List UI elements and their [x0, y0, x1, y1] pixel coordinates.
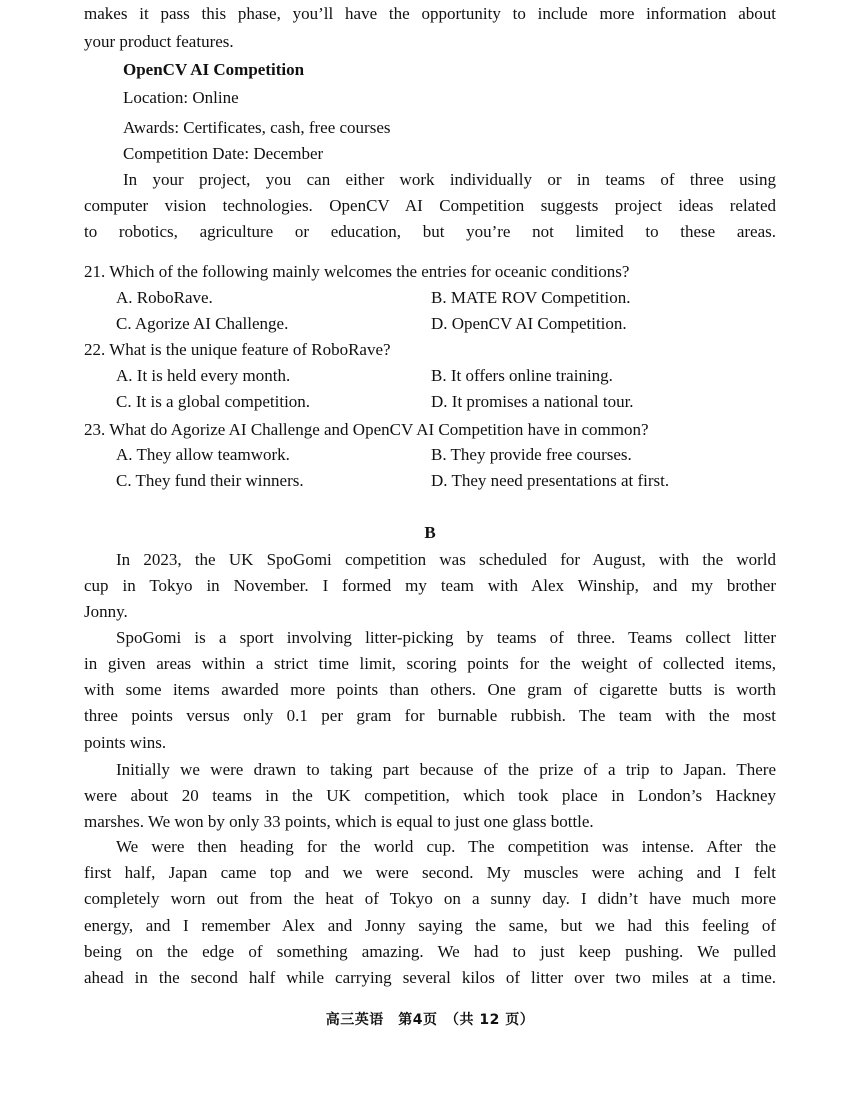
answer-option: B. MATE ROV Competition. [431, 288, 631, 307]
answer-option: D. They need presentations at first. [431, 471, 670, 490]
competition-location: Location: Online [123, 88, 239, 107]
question-stem: 22. What is the unique feature of RoboRave? [84, 340, 391, 359]
answer-option: C. It is a global competition. [116, 392, 311, 411]
question-stem: 23. What do Agorize AI Challenge and OpenCV AI Competition have in common? [84, 420, 649, 439]
passage-b-line: completely worn out from the heat of Tokyo on a sunny day. I didn’t have much more [84, 889, 776, 908]
answer-option: A. RoboRave. [116, 288, 213, 307]
passage-b-line: ahead in the second half while carrying several kilos of litter over two miles at a time. [84, 968, 776, 987]
passage-b-line: energy, and I remember Alex and Jonny saying the same, but we had this feeling of [84, 916, 776, 935]
passage-b-line: in given areas within a strict time limit, scoring points for the weight of collected items, [84, 654, 776, 673]
answer-option: A. They allow teamwork. [116, 445, 290, 464]
passage-b-line: SpoGomi is a sport involving litter-picking by teams of three. Teams collect litter [116, 628, 776, 647]
passage-b-line: We were then heading for the world cup. The competition was intense. After the [116, 837, 776, 856]
answer-option: C. They fund their winners. [116, 471, 304, 490]
passage-b-line: were about 20 teams in the UK competition, which took place in London’s Hackney [84, 786, 776, 805]
passage-b-line: first half, Japan came top and we were second. My muscles were aching and I felt [84, 863, 776, 882]
page-footer: 高三英语 第4页 （共 12 页） [325, 1012, 535, 1028]
answer-option: B. They provide free courses. [431, 445, 632, 464]
answer-option: C. Agorize AI Challenge. [116, 314, 289, 333]
competition-desc-line: In your project, you can either work individually or in teams of three using [123, 170, 776, 189]
section-heading: B [424, 523, 436, 542]
competition-desc-line: computer vision technologies. OpenCV AI Competition suggests project ideas related [84, 196, 776, 215]
passage-a-line: your product features. [84, 32, 234, 51]
passage-b-line: three points versus only 0.1 per gram for burnable rubbish. The team with the most [84, 706, 776, 725]
passage-b-line: cup in Tokyo in November. I formed my team with Alex Winship, and my brother [84, 576, 776, 595]
answer-option: B. It offers online training. [431, 366, 613, 385]
passage-b-line: Jonny. [84, 602, 128, 621]
answer-option: D. It promises a national tour. [431, 392, 634, 411]
passage-a-line: makes it pass this phase, you’ll have the opportunity to include more information about [84, 4, 776, 23]
competition-title: OpenCV AI Competition [123, 60, 305, 79]
passage-b-line: points wins. [84, 733, 167, 752]
answer-option: D. OpenCV AI Competition. [431, 314, 627, 333]
passage-b-line: Initially we were drawn to taking part because of the prize of a trip to Japan. There [116, 760, 776, 779]
competition-date: Competition Date: December [123, 144, 324, 163]
passage-b-line: In 2023, the UK SpoGomi competition was scheduled for August, with the world [116, 550, 776, 569]
answer-option: A. It is held every month. [116, 366, 291, 385]
passage-b-line: being on the edge of something amazing. We had to just keep pushing. We pulled [84, 942, 776, 961]
passage-b-line: with some items awarded more points than others. One gram of cigarette butts is worth [84, 680, 776, 699]
passage-b-line: marshes. We won by only 33 points, which is equal to just one glass bottle. [84, 812, 594, 831]
competition-awards: Awards: Certificates, cash, free courses [123, 118, 391, 137]
question-stem: 21. Which of the following mainly welcomes the entries for oceanic conditions? [84, 262, 630, 281]
competition-desc-line: to robotics, agriculture or education, but you’re not limited to these areas. [84, 222, 776, 241]
